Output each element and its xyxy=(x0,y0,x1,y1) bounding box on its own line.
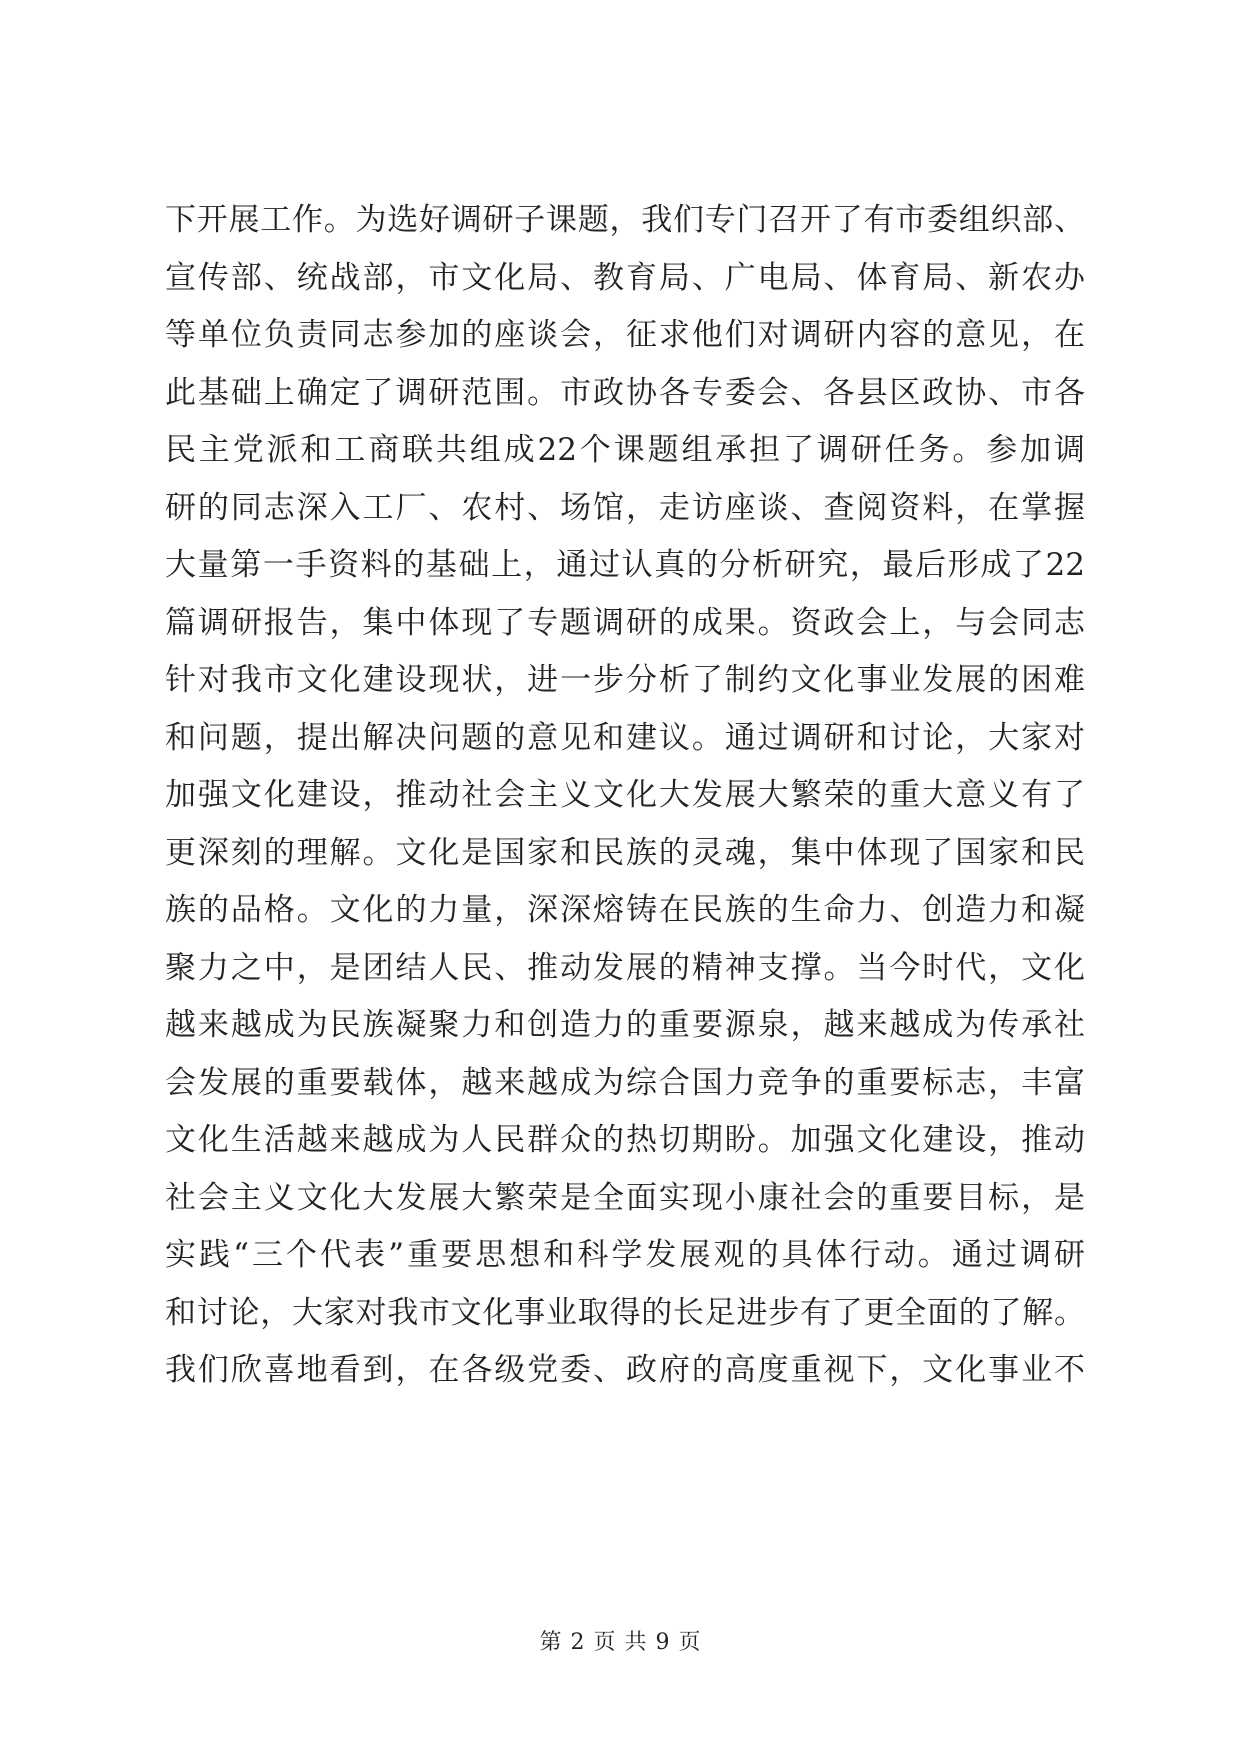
text-line: 此基础上确定了调研范围。市政协各专委会、各县区政协、市各 xyxy=(165,374,1085,411)
body-text xyxy=(165,192,1085,1400)
text-line: 下开展工作。为选好调研子课题，我们专门召开了有市委组织部、 xyxy=(165,202,1085,238)
text-line: 等单位负责同志参加的座谈会，征求他们对调研内容的意见，在 xyxy=(165,317,1085,353)
text-line: 篇调研报告，集中体现了专题调研的成果。资政会上，与会同志 xyxy=(165,604,1085,641)
text-line: 社会主义文化大发展大繁荣是全面实现小康社会的重要目标，是 xyxy=(165,1179,1085,1216)
text-line: 实践“三个代表”重要思想和科学发展观的具体行动。通过调研 xyxy=(165,1237,1085,1273)
text-line: 越来越成为民族凝聚力和创造力的重要源泉，越来越成为传承社 xyxy=(165,1007,1085,1043)
text-line: 研的同志深入工厂、农村、场馆，走访座谈、查阅资料，在掌握 xyxy=(165,489,1085,526)
text-line: 民主党派和工商联共组成22个课题组承担了调研任务。参加调 xyxy=(165,432,1085,468)
text-line: 会发展的重要载体，越来越成为综合国力竞争的重要标志，丰富 xyxy=(165,1064,1085,1101)
text-line: 聚力之中，是团结人民、推动发展的精神支撑。当今时代，文化 xyxy=(165,949,1085,986)
text-line: 针对我市文化建设现状，进一步分析了制约文化事业发展的困难 xyxy=(165,662,1085,698)
text-line: 族的品格。文化的力量，深深熔铸在民族的生命力、创造力和凝 xyxy=(165,892,1085,928)
text-line: 我们欣喜地看到，在各级党委、政府的高度重视下，文化事业不 xyxy=(165,1352,1085,1388)
text-line: 宣传部、统战部，市文化局、教育局、广电局、体育局、新农办 xyxy=(165,259,1085,296)
page-footer: 第 2 页 共 9 页 xyxy=(539,1630,702,1655)
text-line: 和问题，提出解决问题的意见和建议。通过调研和讨论，大家对 xyxy=(165,719,1085,756)
text-line: 大量第一手资料的基础上，通过认真的分析研究，最后形成了22 xyxy=(165,547,1085,583)
text-line: 和讨论，大家对我市文化事业取得的长足进步有了更全面的了解。 xyxy=(165,1294,1085,1331)
text-line: 文化生活越来越成为人民群众的热切期盼。加强文化建设，推动 xyxy=(165,1122,1085,1158)
text-line: 加强文化建设，推动社会主义文化大发展大繁荣的重大意义有了 xyxy=(165,777,1085,813)
text-line: 更深刻的理解。文化是国家和民族的灵魂，集中体现了国家和民 xyxy=(165,834,1085,871)
